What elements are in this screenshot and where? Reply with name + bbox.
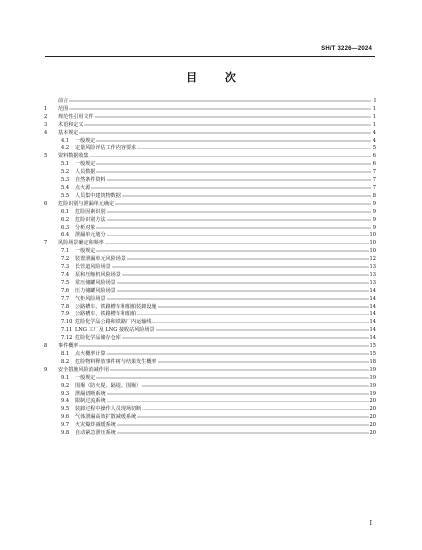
toc-entry-title: 风险场景确定和频率 (58, 240, 104, 247)
toc-entry-number: 7.12 (61, 335, 73, 342)
toc-entry[interactable] (44, 159, 376, 167)
toc-entry[interactable] (44, 262, 376, 270)
toc-entry-title: 长管道风险场景 (75, 264, 111, 271)
toc-dot-leader (79, 341, 368, 347)
toc-entry-number: 5.2 (61, 169, 70, 176)
toc-entry-page: 6 (372, 153, 376, 160)
toc-entry-page: 20 (369, 422, 376, 429)
toc-entry-number: 8 (44, 343, 48, 350)
toc-entry-page: 9 (372, 224, 376, 231)
toc-dot-leader (107, 396, 369, 402)
toc-entry-page: 1 (372, 113, 376, 120)
toc-entry[interactable] (44, 270, 376, 278)
toc-dot-leader (122, 270, 369, 276)
toc-entry[interactable] (44, 412, 376, 420)
toc-entry-title: 公路槽车、铁路槽车和船舶装卸设施 (75, 303, 157, 310)
toc-entry-title: 常压储罐风险场景 (75, 279, 116, 286)
toc-dot-leader (112, 262, 369, 268)
toc-entry[interactable] (44, 136, 376, 144)
toc-dot-leader (117, 278, 369, 284)
toc-dot-leader (142, 381, 368, 387)
toc-entry-page: 1 (372, 121, 376, 128)
toc-entry-title: 点火概率计算 (75, 351, 106, 357)
toc-dot-leader (95, 112, 371, 118)
toc-dot-leader (117, 420, 369, 426)
page-title: 目 次 (186, 71, 248, 84)
toc-entry[interactable] (44, 151, 376, 159)
toc-entry-number: 4.2 (61, 145, 70, 152)
toc-entry-page: 6 (372, 161, 376, 168)
toc-entry-number: 8.1 (61, 351, 70, 357)
toc-entry-page: 20 (369, 414, 376, 421)
toc-entry-title: 公路槽车、铁路槽车和船舶 (75, 311, 137, 318)
toc-entry-title: 分析对象 (75, 224, 96, 231)
toc-entry[interactable] (44, 238, 376, 246)
toc-entry-page: 19 (369, 374, 376, 381)
toc-entry-number: 6.1 (61, 208, 70, 215)
toc-entry-title: 术语和定义 (58, 121, 84, 128)
toc-entry-page: 9 (372, 216, 376, 223)
toc-entry-number: 9.6 (61, 414, 70, 421)
toc-entry-page: 19 (369, 382, 376, 389)
toc-dot-leader (142, 404, 368, 410)
toc-entry-title: 泵和压缩机风险场景 (75, 271, 121, 278)
toc-dot-leader (107, 230, 369, 236)
toc-entry-number: 9.1 (61, 374, 70, 381)
toc-entry[interactable] (44, 333, 376, 341)
toc-entry-page: 4 (372, 129, 376, 136)
toc-entry-number: 9.5 (61, 406, 70, 413)
toc-entry-page: 5 (372, 145, 376, 152)
toc-entry[interactable] (44, 278, 376, 286)
toc-entry[interactable] (44, 357, 376, 365)
toc-entry-title: 气体泄漏高效扩散减缓系统 (75, 414, 137, 421)
toc-entry-number: 9.4 (61, 398, 70, 405)
toc-entry[interactable] (44, 120, 376, 128)
toc-entry[interactable] (44, 112, 376, 120)
toc-dot-leader (115, 199, 371, 205)
toc-entry[interactable] (44, 230, 376, 238)
toc-entry-page: 8 (372, 192, 376, 199)
toc-dot-leader (69, 96, 371, 102)
toc-entry[interactable] (44, 294, 376, 302)
toc-entry[interactable] (44, 104, 376, 112)
toc-dot-leader (107, 389, 369, 395)
toc-dot-leader (137, 143, 371, 149)
toc-entry[interactable] (44, 396, 376, 404)
toc-entry-number: 9.7 (61, 422, 70, 429)
toc-entry-number: 7.2 (61, 256, 70, 263)
toc-entry-page: 20 (369, 430, 376, 437)
toc-entry-number: 7.10 (61, 319, 73, 326)
toc-entry-number: 8.2 (61, 358, 70, 365)
toc-entry-page: Ⅰ (373, 98, 376, 104)
toc-entry-page: 1 (372, 105, 376, 112)
toc-dot-leader (96, 136, 371, 142)
toc-dot-leader (158, 302, 369, 308)
toc-entry-title: 危险物料释放事件树与结果发生概率 (75, 358, 157, 365)
toc-dot-leader (152, 317, 368, 323)
toc-entry-number: 7.7 (61, 295, 70, 302)
toc-entry-title: 危险化学品储存仓库 (75, 335, 121, 342)
toc-dot-leader (105, 238, 369, 244)
toc-entry-title: 装卸过程中操作人员现场切断 (75, 406, 142, 413)
toc-entry-title: 危险化学品公路和铁路厂内运输线 (75, 319, 152, 326)
toc-entry-page: 4 (372, 137, 376, 144)
toc-entry-number: 9.8 (61, 430, 70, 437)
toc-entry-title: 一般规定 (75, 161, 96, 168)
toc-entry-page: 9 (372, 208, 376, 215)
toc-entry-title: 危险识别与泄漏单元确定 (58, 200, 115, 207)
page-number: Ⅰ (369, 520, 372, 527)
toc-entry-number: 6.3 (61, 224, 70, 231)
toc-entry-number: 7 (44, 240, 48, 247)
toc-dot-leader (96, 223, 371, 229)
toc-dot-leader (127, 254, 369, 260)
toc-entry-number: 5 (44, 153, 48, 160)
toc-dot-leader (90, 151, 371, 157)
toc-dot-leader (110, 365, 369, 371)
toc-entry-title: 限制过流系统 (75, 398, 106, 405)
toc-entry-title: 一般规定 (75, 374, 96, 381)
toc-entry-page: 7 (372, 184, 376, 191)
toc-entry-number: 6 (44, 200, 48, 207)
toc-entry-title: 人员集中建筑物数据 (75, 192, 121, 199)
toc-entry-title: 范围 (58, 105, 69, 112)
toc-entry-page: 20 (369, 406, 376, 413)
toc-entry-page: 14 (369, 319, 376, 326)
toc-entry-number: 6.4 (61, 232, 70, 239)
toc-dot-leader (122, 191, 371, 197)
toc-entry[interactable] (44, 381, 376, 389)
toc-entry-title: 危险识别方法 (75, 216, 106, 223)
toc-entry-title: 泄漏切断系统 (75, 390, 106, 397)
toc-entry-page: 12 (369, 256, 376, 263)
toc-entry[interactable] (44, 246, 376, 254)
toc-entry-title: 火灾爆炸减缓系统 (75, 422, 116, 429)
toc-entry[interactable] (44, 215, 376, 223)
toc-entry-page: 7 (372, 177, 376, 184)
toc-dot-leader (91, 183, 371, 189)
toc-entry-page: 13 (369, 264, 376, 271)
toc-entry[interactable] (44, 309, 376, 317)
toc-dot-leader (96, 159, 371, 165)
toc-entry-page: 9 (372, 200, 376, 207)
toc-entry-title: 自动紧急泄压系统 (75, 430, 116, 437)
toc-dot-leader (137, 412, 368, 418)
toc-entry-page: 14 (369, 303, 376, 310)
toc-dot-leader (117, 286, 369, 292)
toc-entry-page: 13 (369, 271, 376, 278)
toc-entry[interactable] (44, 373, 376, 381)
table-of-contents (44, 96, 376, 436)
toc-entry-number: 6.2 (61, 216, 70, 223)
toc-entry[interactable] (44, 389, 376, 397)
toc-entry[interactable] (44, 191, 376, 199)
standard-code: SH/T 3226—2024 (321, 46, 372, 52)
toc-entry-title: 气柜风险场景 (75, 295, 106, 302)
toc-entry-number: 7.1 (61, 248, 70, 255)
toc-entry-number: 7.3 (61, 264, 70, 271)
toc-dot-leader (156, 325, 369, 331)
toc-entry-number: 3 (44, 121, 48, 128)
toc-entry-number: 7.5 (61, 279, 70, 286)
toc-entry[interactable] (44, 143, 376, 151)
toc-dot-leader (84, 120, 371, 126)
toc-dot-leader (69, 104, 371, 110)
toc-entry-title: 前言 (58, 98, 69, 104)
toc-entry-page: 15 (369, 351, 376, 357)
toc-entry-page: 19 (369, 366, 376, 373)
toc-entry-title: 自然条件资料 (75, 177, 106, 184)
toc-entry[interactable] (44, 167, 376, 175)
toc-entry-title: LNG 工厂及 LNG 接收站风险场景 (75, 327, 155, 334)
toc-entry[interactable] (44, 325, 376, 333)
toc-entry-page: 13 (369, 279, 376, 286)
toc-entry-title: 资料数据收集 (58, 153, 89, 160)
toc-entry[interactable] (44, 365, 376, 373)
toc-entry-number: 4 (44, 129, 48, 136)
toc-dot-leader (122, 333, 369, 339)
toc-dot-leader (96, 167, 371, 173)
toc-entry-number: 5.4 (61, 184, 70, 191)
toc-dot-leader (107, 207, 371, 213)
toc-entry[interactable] (44, 183, 376, 191)
toc-entry[interactable] (44, 96, 376, 104)
toc-entry-number: 5.1 (61, 161, 70, 168)
toc-entry-page: 10 (369, 240, 376, 247)
toc-entry-number: 9.3 (61, 390, 70, 397)
toc-entry-title: 危险因素识别 (75, 208, 106, 215)
toc-entry-number: 7.9 (61, 311, 70, 318)
toc-entry-page: 15 (369, 343, 376, 350)
toc-dot-leader (158, 357, 369, 363)
toc-entry-number: 1 (44, 105, 48, 112)
toc-dot-leader (96, 373, 368, 379)
toc-entry-number: 4.1 (61, 137, 70, 144)
toc-entry-page: 7 (372, 169, 376, 176)
toc-dot-leader (107, 215, 371, 221)
toc-dot-leader (96, 246, 368, 252)
toc-entry-number: 9 (44, 366, 48, 373)
toc-entry[interactable] (44, 199, 376, 207)
toc-entry-number: 7.4 (61, 271, 70, 278)
toc-entry[interactable] (44, 175, 376, 183)
toc-dot-leader (79, 128, 371, 134)
toc-entry[interactable] (44, 302, 376, 310)
toc-entry-title: 事件概率 (58, 343, 79, 350)
toc-entry-title: 基本规定 (58, 129, 79, 136)
toc-entry-number: 7.6 (61, 287, 70, 294)
toc-entry-title: 装置泄漏单元风险场景 (75, 256, 126, 263)
toc-entry-number: 2 (44, 113, 48, 120)
toc-entry[interactable] (44, 317, 376, 325)
toc-entry-number: 7.11 (61, 327, 73, 334)
toc-entry-page: 20 (369, 398, 376, 405)
toc-entry-page: 14 (369, 335, 376, 342)
toc-entry-number: 9.2 (61, 382, 70, 389)
toc-entry-page: 10 (369, 232, 376, 239)
toc-entry-title: 一般规定 (75, 248, 96, 255)
toc-entry-title: 定量风险评估工作内容要求 (75, 145, 137, 152)
toc-entry[interactable] (44, 428, 376, 436)
toc-entry-title: 点火源 (75, 184, 91, 191)
toc-entry-page: 19 (369, 390, 376, 397)
toc-entry-title: 人员数据 (75, 169, 96, 176)
toc-entry[interactable] (44, 128, 376, 136)
toc-entry-title: 安全措施风险消减作用 (58, 366, 109, 373)
toc-entry-number: 5.5 (61, 192, 70, 199)
toc-entry-title: 围堰（防火堤、隔堤、围堰） (75, 382, 142, 389)
toc-dot-leader (107, 175, 371, 181)
toc-entry-page: 14 (369, 295, 376, 302)
toc-entry-title: 泄漏单元划分 (75, 232, 106, 239)
toc-entry[interactable] (44, 349, 376, 357)
toc-entry-page: 14 (369, 311, 376, 318)
toc-entry-title: 规范性引用文件 (58, 113, 94, 120)
toc-entry-page: 10 (369, 248, 376, 255)
toc-dot-leader (137, 309, 368, 315)
toc-entry-number: 5.3 (61, 177, 70, 184)
toc-entry-title: 压力储罐风险场景 (75, 287, 116, 294)
toc-entry-page: 18 (369, 358, 376, 365)
toc-entry-title: 一般规定 (75, 137, 96, 144)
toc-entry[interactable] (44, 420, 376, 428)
toc-entry[interactable] (44, 286, 376, 294)
toc-entry-number: 7.8 (61, 303, 70, 310)
toc-dot-leader (107, 349, 369, 355)
toc-entry[interactable] (44, 341, 376, 349)
toc-entry-page: 14 (369, 327, 376, 334)
toc-dot-leader (117, 428, 369, 434)
toc-entry[interactable] (44, 223, 376, 231)
toc-entry[interactable] (44, 207, 376, 215)
toc-entry[interactable] (44, 404, 376, 412)
toc-entry[interactable] (44, 254, 376, 262)
header-rule (45, 56, 375, 57)
toc-dot-leader (107, 294, 369, 300)
toc-entry-page: 14 (369, 287, 376, 294)
